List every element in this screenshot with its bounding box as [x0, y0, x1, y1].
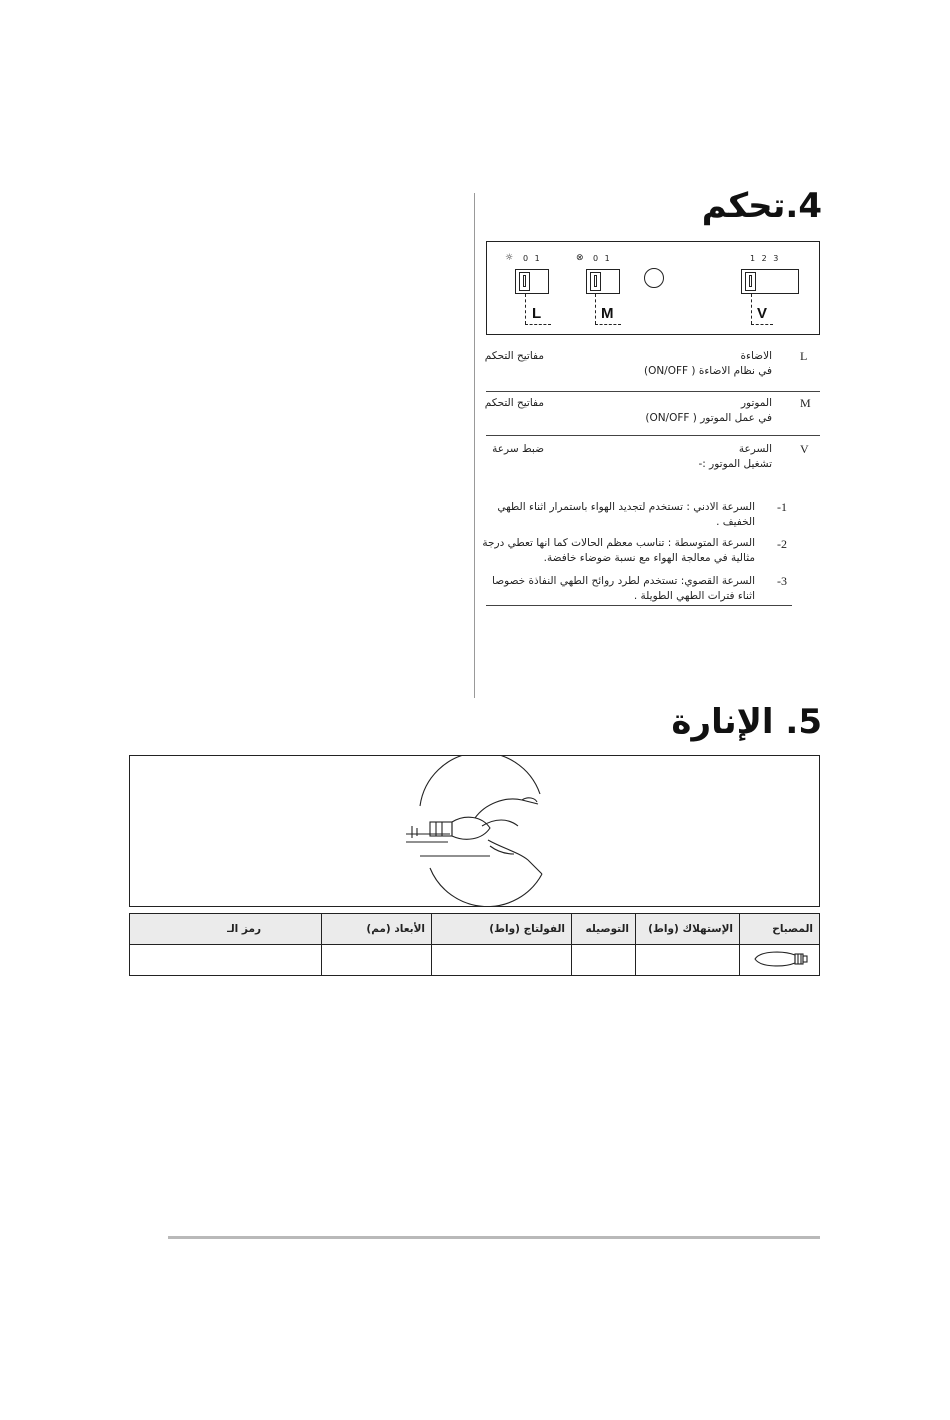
- row-name-M: الموتور: [740, 397, 772, 409]
- header-dimensions: الأبعاد (مم): [322, 914, 432, 945]
- speed-2-line1: السرعة المتوسطة : تناسب معظم الحالات كما انها تعطي درجة: [482, 537, 755, 549]
- indicator-button: [644, 268, 664, 288]
- sun-icon: ☼: [505, 253, 514, 263]
- cell-code: [130, 945, 322, 976]
- speed-1-line1: السرعة الادني : تستخدم لتجديد الهواء باستمرار اثناء الطهي: [497, 501, 755, 513]
- cell-dimensions: [322, 945, 432, 976]
- lamp-spec-table: [129, 913, 820, 976]
- lamp-switch-ticks: 0 1: [523, 254, 542, 263]
- row-type-M: مفاتيح التحكم: [484, 397, 544, 409]
- header-voltage: الفولتاج (واط): [432, 914, 572, 945]
- lamp-replacement-illustration: [129, 755, 820, 907]
- motor-switch: [586, 269, 620, 294]
- header-connection: التوصيله: [572, 914, 636, 945]
- table-row: [130, 945, 820, 976]
- cell-voltage: [432, 945, 572, 976]
- motor-switch-ticks: 0 1: [593, 254, 612, 263]
- lamp-switch: [515, 269, 549, 294]
- section-4-title: 4.تحكم: [701, 186, 822, 226]
- speed-num-2: -2: [777, 537, 787, 551]
- row-type-V: ضبط سرعة: [492, 443, 544, 455]
- row-key-L: L: [800, 349, 808, 363]
- bulb-icon: [751, 948, 813, 970]
- speed-2-line2: مثالية في معالجة الهواء مع نسبة ضوضاء خافضة.: [543, 552, 755, 564]
- speed-switch: [741, 269, 799, 294]
- row-type-L: مفاتيح التحكم: [484, 350, 544, 362]
- speed-num-1: -1: [777, 500, 787, 514]
- cell-lamp: [740, 945, 820, 976]
- speed-3-line2: اثناء فترات الطهي الطويلة .: [633, 590, 755, 602]
- control-panel-diagram: [486, 241, 820, 335]
- switch-label-L: L: [532, 305, 542, 322]
- header-code: رمز الـ: [130, 914, 322, 945]
- speed-switch-ticks: 1 2 3: [750, 254, 781, 263]
- row-desc-M: في عمل الموتور ( ON/OFF): [645, 412, 772, 424]
- switch-label-V: V: [757, 305, 768, 322]
- column-divider: [474, 193, 475, 698]
- row-name-V: السرعة: [738, 443, 772, 455]
- table-header-row: [130, 914, 820, 945]
- header-consumption: الإستهلاك (واط): [636, 914, 740, 945]
- switch-label-M: M: [601, 305, 614, 322]
- hand-bulb-drawing: [130, 756, 819, 906]
- header-lamp: المصباح: [740, 914, 820, 945]
- row-name-L: الاضاءة: [740, 350, 772, 362]
- footer-rule: [168, 1236, 820, 1239]
- fan-icon: ⊗: [576, 253, 584, 263]
- speed-num-3: -3: [777, 574, 787, 588]
- section-5-title: 5. الإنارة: [671, 702, 822, 742]
- speed-3-line1: السرعة القصوي: تستخدم لطرد روائح الطهي النفاذة خصوصا: [492, 575, 755, 587]
- cell-consumption: [636, 945, 740, 976]
- cell-connection: [572, 945, 636, 976]
- row-desc-L: في نظام الاضاءة ( ON/OFF): [643, 365, 772, 377]
- speed-1-line2: الخفيف .: [716, 516, 755, 528]
- row-key-V: V: [800, 442, 809, 456]
- row-key-M: M: [800, 396, 811, 410]
- row-desc-V: تشغيل الموتور :-: [698, 458, 772, 470]
